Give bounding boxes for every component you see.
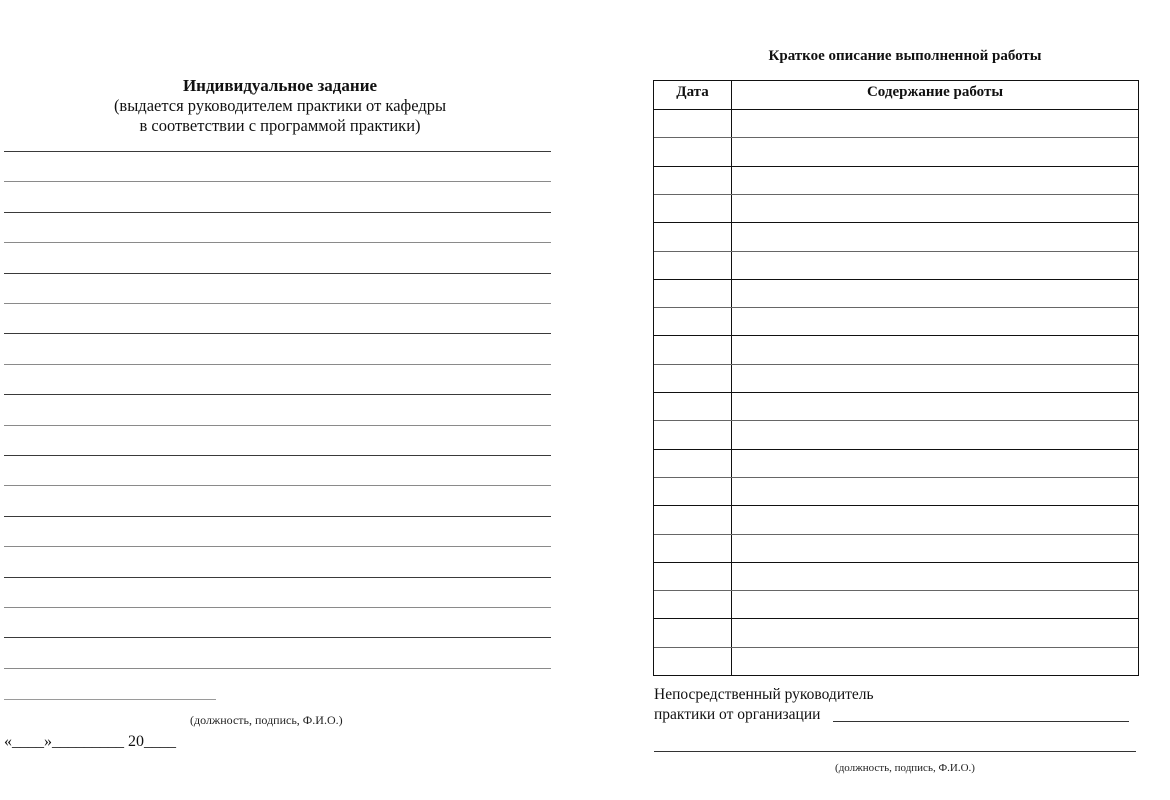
table-row (654, 222, 1138, 223)
work-summary-title: Краткое описание выполненной работы (768, 48, 1042, 64)
table-row (654, 307, 1138, 308)
task-blank-line (4, 607, 551, 608)
table-row (654, 392, 1138, 393)
table-row (654, 449, 1138, 450)
task-blank-line (4, 333, 551, 334)
task-blank-line (4, 212, 551, 213)
signature-line (4, 699, 216, 700)
supervisor-position-line (654, 751, 1136, 752)
table-row (654, 477, 1138, 478)
task-blank-line (4, 394, 551, 395)
table-row (654, 109, 1138, 110)
task-blank-line (4, 577, 551, 578)
table-row (654, 505, 1138, 506)
table-row (654, 562, 1138, 563)
task-blank-line (4, 242, 551, 243)
table-row (654, 137, 1138, 138)
task-blank-line (4, 668, 551, 669)
task-blank-line (4, 181, 551, 182)
task-blank-line (4, 485, 551, 486)
table-row (654, 194, 1138, 195)
supervisor-signature-blank (833, 721, 1129, 722)
table-row (654, 279, 1138, 280)
column-header-content: Содержание работы (866, 84, 1004, 100)
table-row (654, 420, 1138, 421)
task-blank-line (4, 151, 551, 152)
table-row (654, 590, 1138, 591)
work-log-table (653, 80, 1139, 676)
task-blank-line (4, 303, 551, 304)
task-blank-line (4, 364, 551, 365)
supervisor-label-line-1: Непосредственный руководитель (654, 686, 874, 703)
task-subtitle-line-2: в соответствии с программой практики) (139, 116, 421, 135)
task-blank-line (4, 516, 551, 517)
task-blank-line (4, 637, 551, 638)
task-subtitle-line-1: (выдается руководителем практики от кафедры (113, 96, 447, 115)
table-column-divider (731, 81, 732, 675)
column-header-date: Дата (676, 84, 709, 100)
task-blank-line (4, 273, 551, 274)
supervisor-signature-caption: (должность, подпись, Ф.И.О.) (835, 762, 975, 774)
table-row (654, 166, 1138, 167)
table-row (654, 534, 1138, 535)
task-blank-line (4, 546, 551, 547)
right-page (640, 0, 1170, 800)
left-page (0, 0, 560, 800)
signature-caption: (должность, подпись, Ф.И.О.) (190, 713, 343, 727)
table-row (654, 335, 1138, 336)
date-field: «____»_________ 20____ (4, 733, 176, 750)
table-row (654, 364, 1138, 365)
task-blank-line (4, 455, 551, 456)
table-row (654, 251, 1138, 252)
individual-task-title: Индивидуальное задание (182, 76, 378, 95)
task-blank-line (4, 425, 551, 426)
table-row (654, 647, 1138, 648)
table-row (654, 618, 1138, 619)
supervisor-label-line-2: практики от организации (654, 706, 821, 723)
